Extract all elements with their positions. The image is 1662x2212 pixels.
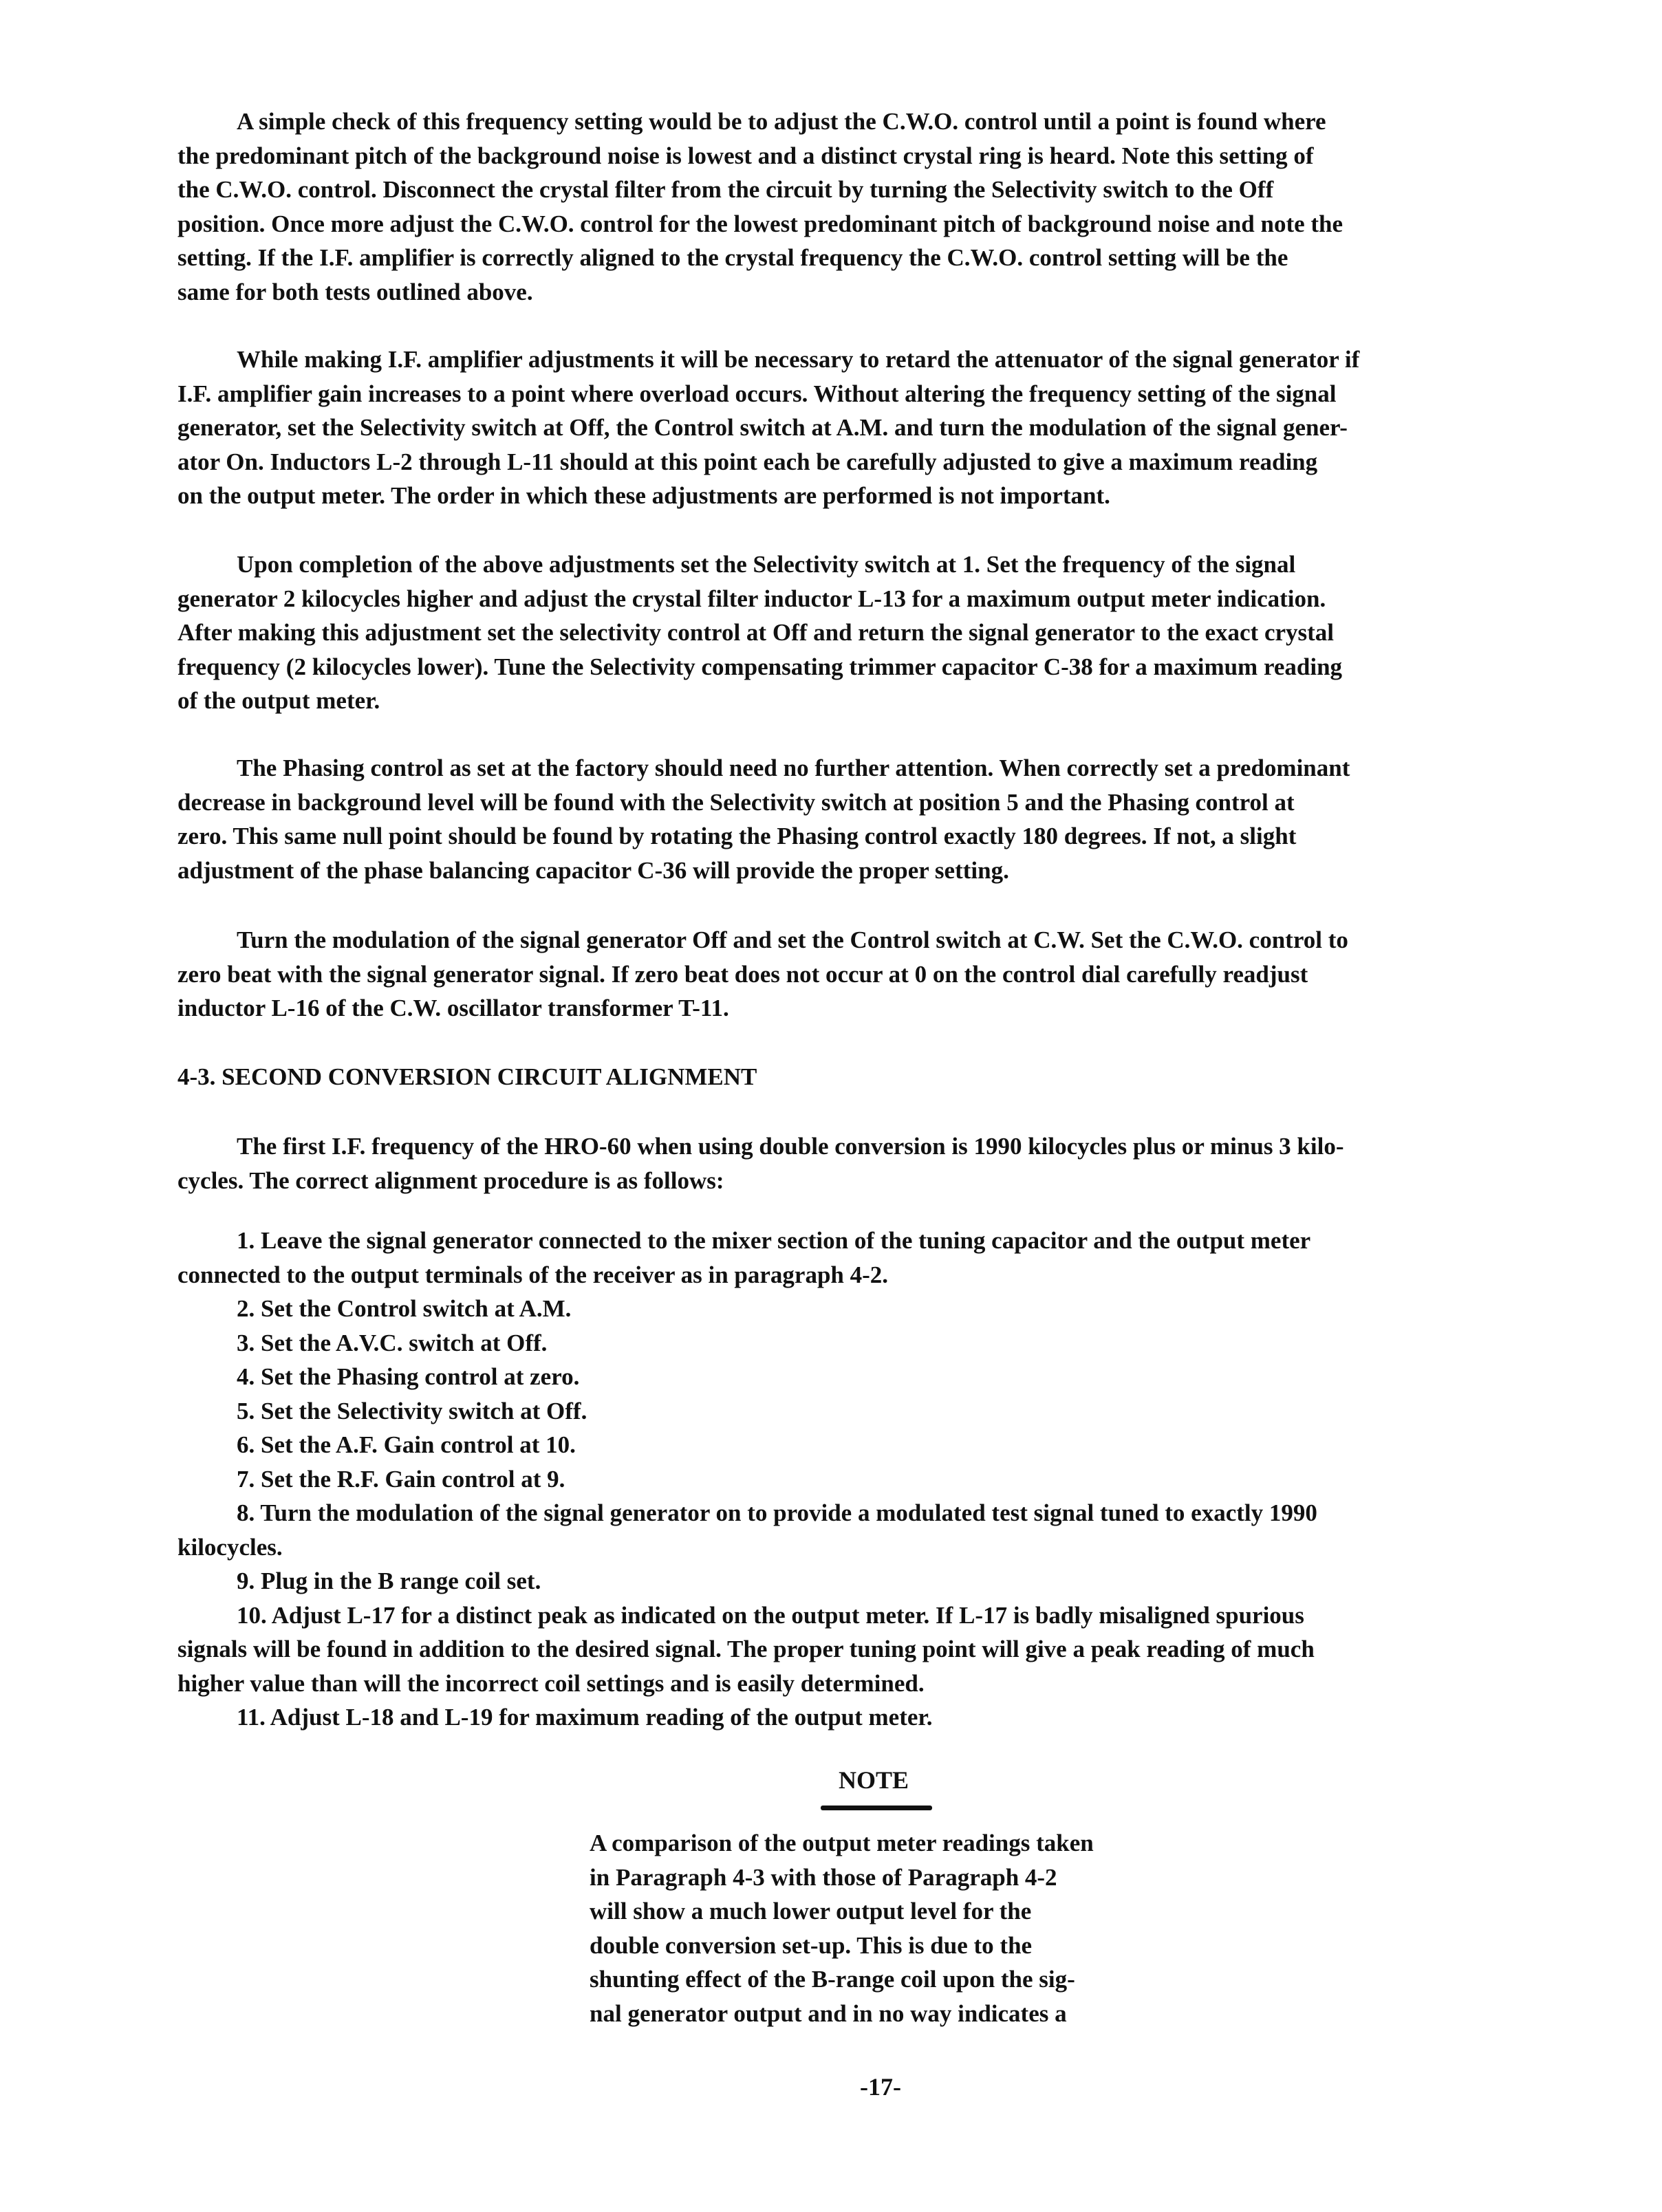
text-line: cycles. The correct alignment procedure is as follows: xyxy=(177,1167,724,1194)
list-item xyxy=(177,1496,1619,1564)
list-item xyxy=(177,1700,1619,1735)
step-text: connected to the output terminals of the receiver as in paragraph 4-2. xyxy=(177,1261,889,1288)
text-line: zero beat with the signal generator signal. If zero beat does not occur at 0 on the control dial carefully readjust xyxy=(177,960,1308,988)
page-number: -17- xyxy=(860,2073,901,2101)
list-item xyxy=(177,1428,1619,1462)
text-line: While making I.F. amplifier adjustments it will be necessary to retard the attenuator of the signal generator if xyxy=(237,346,1360,373)
step-text: 4. Set the Phasing control at zero. xyxy=(237,1363,580,1390)
list-item xyxy=(177,1394,1619,1429)
note-line: will show a much lower output level for the xyxy=(590,1898,1032,1924)
list-item xyxy=(177,1462,1619,1497)
step-text: signals will be found in addition to the desired signal. The proper tuning point will give a peak reading of much xyxy=(177,1636,1315,1662)
paragraph-if-adjustments xyxy=(177,343,1619,513)
note-body xyxy=(590,1826,1209,2030)
list-item xyxy=(177,1564,1619,1598)
note-line: double conversion set-up. This is due to the xyxy=(590,1931,1033,1959)
step-text: 5. Set the Selectivity switch at Off. xyxy=(237,1397,587,1424)
text-line: decrease in background level will be found with the Selectivity switch at position 5 and the Phasing control at xyxy=(177,788,1295,816)
text-line: on the output meter. The order in which these adjustments are performed is not important. xyxy=(177,482,1110,509)
list-item xyxy=(177,1326,1619,1360)
text-line: zero. This same null point should be found by rotating the Phasing control exactly 180 degrees. If not, a slight xyxy=(177,823,1297,849)
step-text: kilocycles. xyxy=(177,1533,283,1561)
paragraph-phasing-control xyxy=(177,751,1619,887)
text-line: setting. If the I.F. amplifier is correctly aligned to the crystal frequency the C.W.O. control setting will be the xyxy=(177,244,1288,271)
step-text: 8. Turn the modulation of the signal generator on to provide a modulated test signal tuned to exactly 1990 xyxy=(237,1499,1317,1526)
text-line: I.F. amplifier gain increases to a point where overload occurs. Without altering the frequency setting of the signal xyxy=(177,380,1337,407)
text-line: the predominant pitch of the background noise is lowest and a distinct crystal ring is heard. Note this setting of xyxy=(177,142,1314,169)
text-line: generator 2 kilocycles higher and adjust the crystal filter inductor L-13 for a maximum output meter indication. xyxy=(177,585,1326,612)
list-item xyxy=(177,1598,1619,1701)
text-line: position. Once more adjust the C.W.O. control for the lowest predominant pitch of background noise and note the xyxy=(177,210,1343,237)
alignment-steps-list xyxy=(177,1224,1619,1735)
text-line: frequency (2 kilocycles lower). Tune the Selectivity compensating trimmer capacitor C-38 for a maximum reading xyxy=(177,653,1343,680)
text-line: inductor L-16 of the C.W. oscillator transformer T-11. xyxy=(177,995,729,1021)
section-heading xyxy=(177,1060,1619,1094)
paragraph-selectivity-adjustments xyxy=(177,547,1619,718)
text-line: adjustment of the phase balancing capacitor C-36 will provide the proper setting. xyxy=(177,856,1009,884)
text-line: The Phasing control as set at the factory should need no further attention. When correctly set a predominant xyxy=(237,755,1350,781)
note-line: A comparison of the output meter readings taken xyxy=(590,1830,1094,1856)
step-text: higher value than will the incorrect coil settings and is easily determined. xyxy=(177,1669,925,1697)
step-text: 1. Leave the signal generator connected to the mixer section of the tuning capacitor and the output meter xyxy=(237,1227,1311,1254)
paragraph-cw-oscillator xyxy=(177,923,1619,1026)
list-item xyxy=(177,1360,1619,1394)
list-item xyxy=(177,1224,1619,1292)
text-line: After making this adjustment set the selectivity control at Off and return the signal generator to the exact crystal xyxy=(177,619,1335,646)
note-line: in Paragraph 4-3 with those of Paragraph 4-2 xyxy=(590,1863,1057,1891)
note-line: nal generator output and in no way indicates a xyxy=(590,1999,1067,2027)
note-line: shunting effect of the B-range coil upon the sig- xyxy=(590,1966,1075,1993)
note-title: NOTE xyxy=(838,1766,909,1794)
list-item xyxy=(177,1292,1619,1326)
text-line: of the output meter. xyxy=(177,687,380,714)
step-text: 11. Adjust L-18 and L-19 for maximum reading of the output meter. xyxy=(237,1704,933,1731)
text-line: The first I.F. frequency of the HRO-60 when using double conversion is 1990 kilocycles plus or minus 3 kilo- xyxy=(237,1133,1344,1160)
step-text: 2. Set the Control switch at A.M. xyxy=(237,1295,572,1322)
section-intro xyxy=(177,1129,1619,1197)
note-underline xyxy=(821,1806,932,1810)
step-text: 9. Plug in the B range coil set. xyxy=(237,1568,541,1594)
step-text: 10. Adjust L-17 for a distinct peak as indicated on the output meter. If L-17 is badly misaligned spurious xyxy=(237,1601,1304,1629)
text-line: ator On. Inductors L-2 through L-11 should at this point each be carefully adjusted to give a maximum reading xyxy=(177,448,1318,475)
text-line: the C.W.O. control. Disconnect the crystal filter from the circuit by turning the Selectivity switch to the Off xyxy=(177,176,1274,203)
text-line: A simple check of this frequency setting would be to adjust the C.W.O. control until a point is found where xyxy=(237,108,1326,135)
step-text: 6. Set the A.F. Gain control at 10. xyxy=(237,1431,576,1458)
text-line: Turn the modulation of the signal generator Off and set the Control switch at C.W. Set the C.W.O. control to xyxy=(237,926,1348,953)
section-heading-text: 4-3. SECOND CONVERSION CIRCUIT ALIGNMENT xyxy=(177,1063,757,1090)
text-line: generator, set the Selectivity switch at Off, the Control switch at A.M. and turn the modulation of the signal gener- xyxy=(177,414,1348,441)
text-line: Upon completion of the above adjustments set the Selectivity switch at 1. Set the frequency of the signal xyxy=(237,551,1296,578)
text-line: same for both tests outlined above. xyxy=(177,278,533,305)
step-text: 7. Set the R.F. Gain control at 9. xyxy=(237,1465,565,1493)
step-text: 3. Set the A.V.C. switch at Off. xyxy=(237,1329,548,1356)
paragraph-cwo-check xyxy=(177,105,1619,309)
